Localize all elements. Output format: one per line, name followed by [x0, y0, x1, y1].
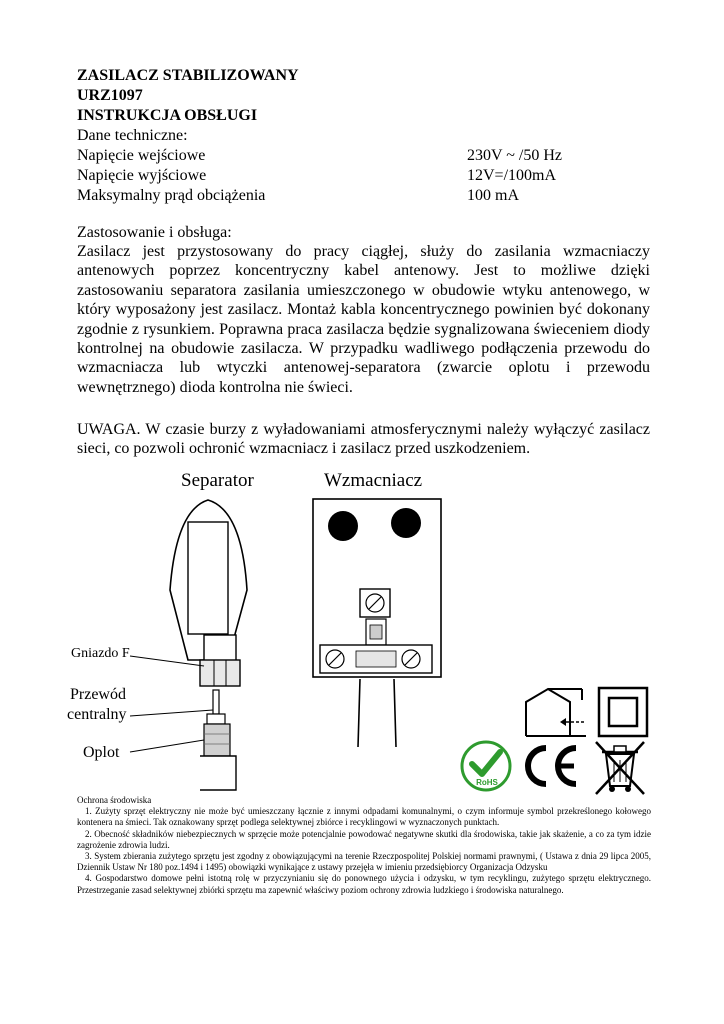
spec-value-input: 230V ~ /50 Hz: [467, 147, 563, 164]
usage-paragraph: Zasilacz jest przystosowany do pracy ciągłej, służy do zasilania wzmacniaczy antenowych poprzez koncentryczny kabel antenowy. Jest to możliwe dzięki zastosowaniu separatora zasilania umieszczonego w obudowie wtyku antenowego, w który wyposażony jest zasilacz. Montaż kabla koncentrycznego powinien być dokonany zgodnie z rysunkiem. Poprawna praca zasilacza będzie sygnalizowana świeceniem diody kontrolnej na obudowie zasilacza. W przypadku wadliwego podłączenia przewodu do wzmacniacza lub wtyczki antenowej-separatora (zwarcie oplotu i przewodu wewnętrznego) dioda kontrolna nie świeci.: [77, 243, 650, 396]
environment-section: [77, 795, 651, 896]
rohs-icon: [460, 740, 512, 792]
separator-label: Separator: [181, 470, 254, 491]
socket-label: Gniazdo F: [71, 646, 130, 661]
braid: [204, 724, 230, 756]
amplifier-label: Wzmacniacz: [324, 470, 423, 491]
mount-hole-right: [391, 508, 421, 538]
warning-paragraph: UWAGA. W czasie burzy z wyładowaniami atmosferycznymi należy wyłączyć zasilacz sieci, co pozwoli ochronić wzmacniacz i zasilacz przed uszkodzeniem.: [77, 421, 650, 458]
insulation: [207, 714, 225, 724]
separator-drawing: [120, 490, 290, 800]
environment-item-2: 2. Obecność składników niebezpiecznych w sprzęcie może potencjalnie powodować negatywne skutki dla środowiska, takie jak skażenie, a co za tym idzie zagrożenie zdrowia ludzi.: [77, 828, 651, 850]
environment-item-1: 1. Zużyty sprzęt elektryczny nie może być umieszczany łącznie z innymi odpadami komunalnymi, o czym informuje symbol przekreślonego kołowego kontenera na śmieci. Tak oznakowany sprzęt podlega selektywnej zbiórce i recyklingowi w wyznaczonych punktach.: [77, 806, 651, 828]
f-socket-nut: [200, 660, 240, 686]
f-socket-top: [204, 635, 236, 661]
weee-bin-icon: [592, 738, 648, 796]
environment-item-4: 4. Gospodarstwo domowe pełni istotną rolę w przyczynianiu się do ponownego użycia i odzysku, w tym recyklingu, zużytego sprzętu elektrycznego. Przestrzeganie zasad selektywnej zbiórki sprzętu ma zapewnić właściwy poziom ochrony zdrowia ludzkiego i środowiska naturalnego.: [77, 873, 651, 895]
spec-label-input: Napięcie wejściowe: [77, 147, 206, 164]
plug-inner-box: [188, 522, 228, 634]
wire-label-2: centralny: [67, 706, 127, 723]
environment-heading: Ochrona środowiska: [77, 795, 152, 805]
central-wire: [213, 690, 219, 714]
spec-label-current: Maksymalny prąd obciążenia: [77, 187, 266, 204]
double-insulation-icon: [597, 686, 649, 738]
shield-label: Oplot: [83, 744, 120, 761]
document-title: ZASILACZ STABILIZOWANY: [77, 67, 299, 84]
rohs-text: RoHS: [476, 778, 498, 787]
specs-heading: Dane techniczne:: [77, 127, 188, 144]
usage-heading: Zastosowanie i obsługa:: [77, 224, 232, 241]
mount-hole-left: [328, 511, 358, 541]
cable-jacket: [200, 756, 236, 790]
wire-label-1: Przewód: [70, 686, 126, 703]
amplifier-drawing: [310, 495, 445, 750]
document-subtitle: INSTRUKCJA OBSŁUGI: [77, 107, 258, 124]
spec-value-output: 12V=/100mA: [467, 167, 557, 184]
model-number: URZ1097: [77, 87, 143, 104]
amplifier-cable: [358, 679, 396, 747]
indoor-use-icon: [522, 686, 592, 738]
ce-mark-icon: [518, 740, 582, 792]
spec-value-current: 100 mA: [467, 187, 519, 204]
environment-item-3: 3. System zbierania zużytego sprzętu jest zgodny z obowiązującymi na terenie Rzeczpospolitej Polskiej normami prawnymi, ( Ustawa z dnia 29 lipca 2005, Dziennik Ustaw Nr 180 poz.1494 i 1495) obowiązki wynikające z ustawy przejęła w imieniu przedsiębiorcy Organizacja Odzysku: [77, 851, 651, 873]
spec-label-output: Napięcie wyjściowe: [77, 167, 207, 184]
